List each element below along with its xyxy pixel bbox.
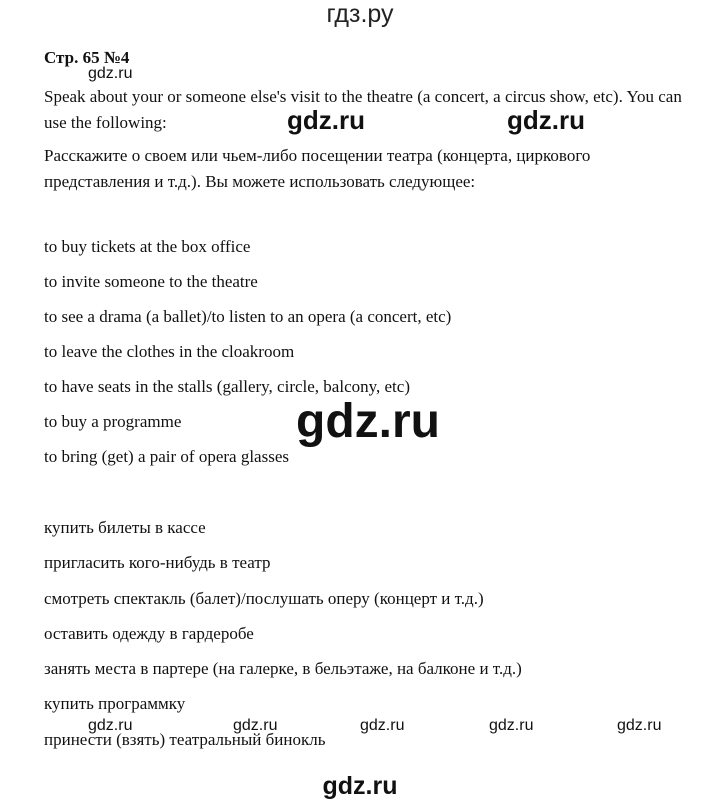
phrase-ru: смотреть спектакль (балет)/послушать оперу (концерт и т.д.)	[44, 589, 484, 608]
phrase-ru: купить билеты в кассе	[44, 518, 206, 537]
phrase-ru: занять места в партере (на галерке, в бельэтаже, на балконе и т.д.)	[44, 659, 522, 678]
watermark: gdz.ru	[296, 395, 440, 448]
watermark: gdz.ru	[507, 105, 585, 135]
site-header: гдз.ру	[326, 0, 394, 28]
task-text-en: Speak about your or someone else's visit to the theatre (a concert, a circus show, etc). You can use the following:	[44, 87, 682, 132]
phrase-ru: пригласить кого-нибудь в театр	[44, 553, 271, 572]
phrase-en: to buy a programme	[44, 412, 182, 431]
phrase-en: to have seats in the stalls (gallery, circle, balcony, etc)	[44, 377, 410, 396]
watermark: gdz.ru	[360, 717, 405, 734]
phrase-ru: купить программку	[44, 694, 186, 713]
exercise-title: Стр. 65 №4	[44, 48, 130, 67]
phrase-ru: оставить одежду в гардеробе	[44, 624, 254, 643]
task-text-ru: Расскажите о своем или чьем-либо посещении театра (концерта, циркового представления и т.д.). Вы можете использовать следующее:	[44, 146, 591, 191]
phrase-en: to invite someone to the theatre	[44, 272, 258, 291]
watermark: gdz.ru	[88, 717, 133, 734]
footer-watermark: gdz.ru	[322, 772, 398, 800]
phrase-en: to see a drama (a ballet)/to listen to an opera (a concert, etc)	[44, 307, 452, 326]
phrase-en: to bring (get) a pair of opera glasses	[44, 447, 289, 466]
watermark: gdz.ru	[617, 717, 662, 734]
phrase-en: to leave the clothes in the cloakroom	[44, 342, 295, 361]
watermark: gdz.ru	[489, 717, 534, 734]
watermark: gdz.ru	[287, 105, 365, 135]
watermark: gdz.ru	[88, 65, 133, 82]
watermark: gdz.ru	[233, 717, 278, 734]
phrase-en: to buy tickets at the box office	[44, 237, 251, 256]
phrase-ru: принести (взять) театральный бинокль	[44, 730, 326, 749]
